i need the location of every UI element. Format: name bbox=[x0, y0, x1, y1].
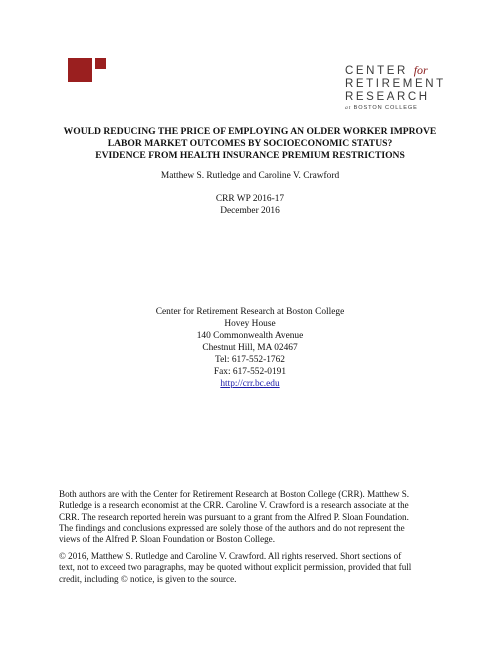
note-line: The findings and conclusions expressed are solely those of the authors and do not represent the bbox=[59, 522, 405, 533]
logo-line-research: RESEARCH bbox=[345, 91, 430, 103]
url-line bbox=[40, 378, 460, 390]
wp-date: December 2016 bbox=[220, 206, 280, 216]
contact-line bbox=[40, 354, 460, 378]
institution-street: 140 Commonwealth Avenue bbox=[196, 331, 304, 341]
logo-word-for: for bbox=[413, 63, 428, 77]
wp-number: CRR WP 2016-17 bbox=[215, 194, 285, 204]
copyright-line: text, not to exceed two paragraphs, may be quoted without explicit permission, provided that full bbox=[59, 562, 412, 573]
title-line-1: WOULD REDUCING THE PRICE OF EMPLOYING AN OLDER WORKER IMPROVE bbox=[63, 126, 437, 137]
note-line: CRR. The research reported herein was pursuant to a grant from the Alfred P. Sloan Foundation. bbox=[59, 511, 409, 522]
crr-website-link[interactable]: http://crr.bc.edu bbox=[220, 379, 280, 389]
logo-line-retirement: RETIREMENT bbox=[345, 78, 446, 90]
copyright-paragraph bbox=[59, 551, 451, 585]
logo-word-center: CENTER bbox=[345, 65, 408, 77]
working-paper-info bbox=[40, 193, 460, 217]
copyright-line: credit, including © notice, is given to the source. bbox=[59, 573, 237, 584]
title-line-3: EVIDENCE FROM HEALTH INSURANCE PREMIUM RESTRICTIONS bbox=[95, 150, 405, 161]
logo-word-at: at bbox=[345, 105, 352, 111]
institution-city: Chestnut Hill, MA 02467 bbox=[202, 343, 298, 353]
note-line: Both authors are with the Center for Retirement Research at Boston College (CRR). Matthew S. bbox=[59, 489, 410, 499]
note-line: Rutledge is a research economist at the CRR. Caroline V. Crawford is a research associate at the bbox=[59, 500, 409, 511]
institution-building: Hovey House bbox=[224, 319, 276, 329]
copyright-line: © 2016, Matthew S. Rutledge and Caroline V. Crawford. All rights reserved. Short sections of bbox=[59, 551, 402, 561]
crr-logo bbox=[345, 63, 446, 112]
logo-line-bc bbox=[345, 104, 437, 112]
tel: Tel: 617-552-1762 bbox=[215, 355, 285, 365]
title-line-2: LABOR MARKET OUTCOMES BY SOCIOECONOMIC STATUS? bbox=[107, 138, 393, 149]
logo-square-large bbox=[68, 58, 92, 82]
fax: Fax: 617-552-0191 bbox=[213, 367, 287, 377]
logo-word-bc: BOSTON COLLEGE bbox=[353, 105, 418, 111]
institution-name: Center for Retirement Research at Boston College bbox=[155, 307, 345, 317]
paper-title bbox=[40, 126, 460, 162]
authors: Matthew S. Rutledge and Caroline V. Crawford bbox=[160, 171, 340, 181]
institution-address bbox=[40, 306, 460, 390]
logo-square-small bbox=[95, 58, 106, 69]
note-line: views of the Alfred P. Sloan Foundation or Boston College. bbox=[59, 534, 275, 545]
author-note-paragraph bbox=[59, 489, 451, 545]
logo-line-center bbox=[345, 64, 437, 78]
